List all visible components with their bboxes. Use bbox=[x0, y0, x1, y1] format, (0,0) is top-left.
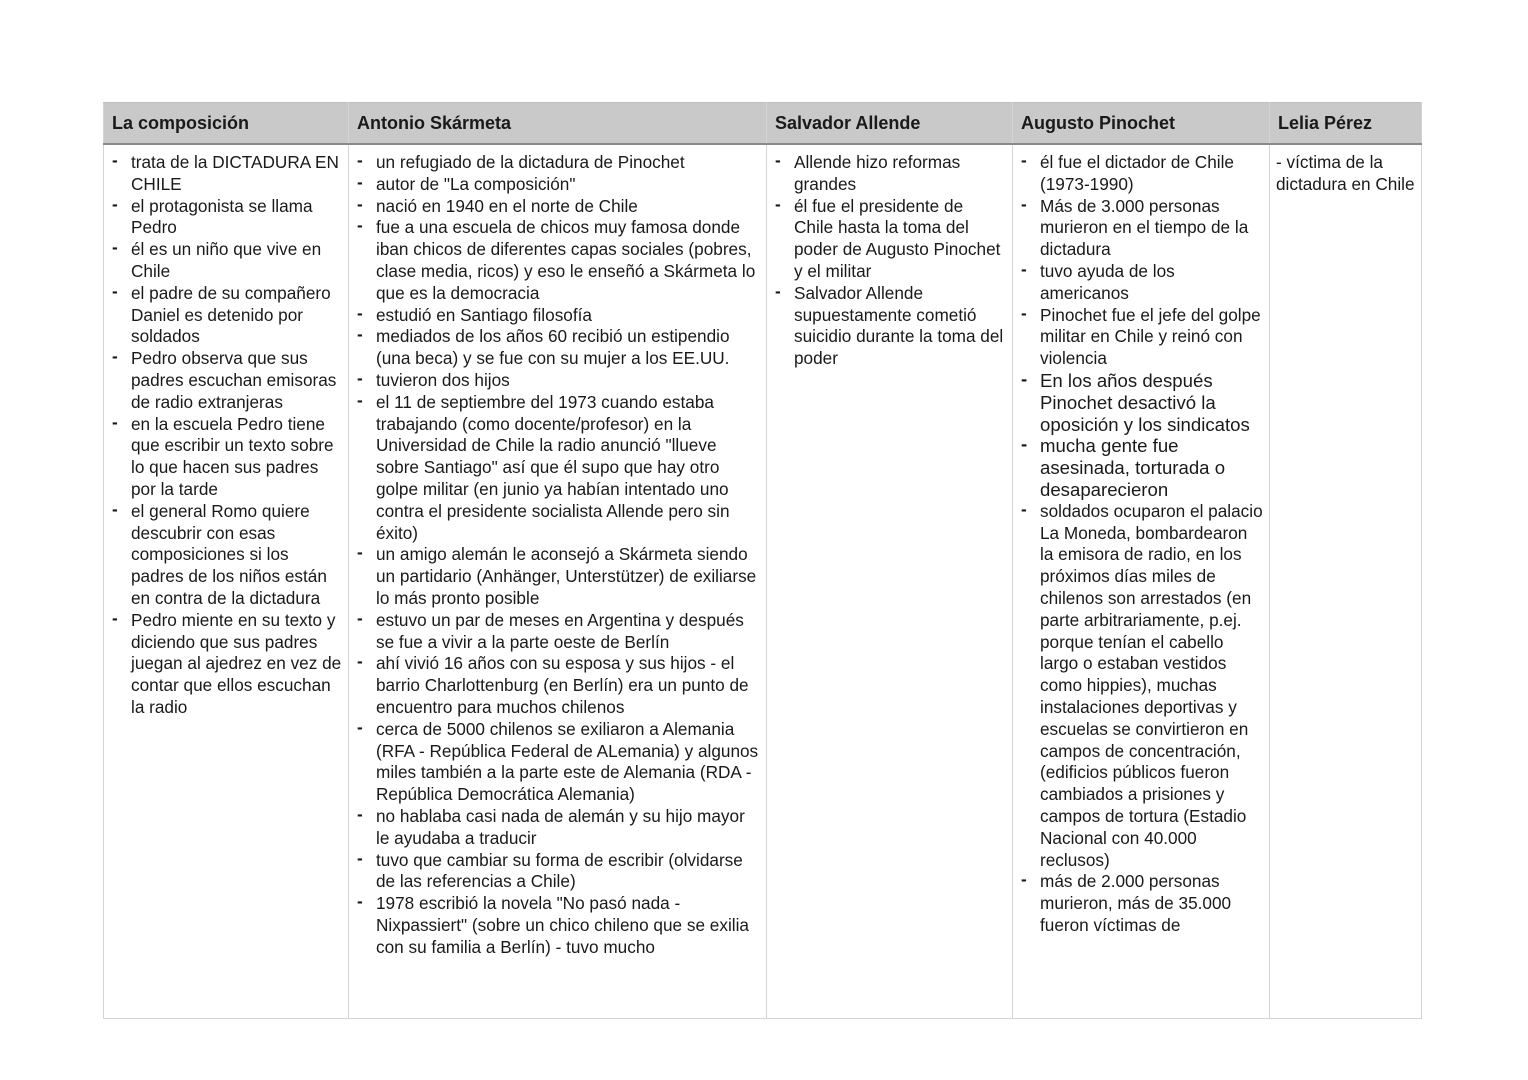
cell-lelia-perez bbox=[1270, 144, 1422, 1019]
list-item: - 1978 escribió la novela "No pasó nada - Nixpassiert" (sobre un chico chileno que se exilia con su familia a Berlín) - tuvo mucho bbox=[355, 893, 760, 958]
list-item: - tuvo que cambiar su forma de escribir (olvidarse de las referencias a Chile) bbox=[355, 850, 760, 894]
list-item: - fue a una escuela de chicos muy famosa donde iban chicos de diferentes capas sociales (pobres, clase media, ricos) y eso le enseñó a Skármeta lo que es la democracia bbox=[355, 217, 760, 304]
list-la-composicion bbox=[110, 152, 342, 719]
list-item: - él es un niño que vive en Chile bbox=[110, 239, 342, 283]
header-row bbox=[104, 103, 1422, 145]
list-item: - Pedro miente en su texto y diciendo que sus padres juegan al ajedrez en vez de contar que ellos escuchan la radio bbox=[110, 610, 342, 719]
header-salvador-allende: Salvador Allende bbox=[767, 103, 1013, 145]
list-item: - Pedro observa que sus padres escuchan emisoras de radio extranjeras bbox=[110, 348, 342, 413]
content-row bbox=[104, 144, 1422, 1019]
cell-antonio-skarmeta bbox=[349, 144, 767, 1019]
cell-la-composicion bbox=[104, 144, 349, 1019]
list-item: - nació en 1940 en el norte de Chile bbox=[355, 196, 760, 218]
list-item: - mediados de los años 60 recibió un estipendio (una beca) y se fue con su mujer a los EE.UU. bbox=[355, 326, 760, 370]
list-item: - un refugiado de la dictadura de Pinochet bbox=[355, 152, 760, 174]
list-item: - él fue el dictador de Chile (1973-1990) bbox=[1019, 152, 1263, 196]
list-item: - en la escuela Pedro tiene que escribir un texto sobre lo que hacen sus padres por la tarde bbox=[110, 414, 342, 501]
list-item: - Salvador Allende supuestamente cometió suicidio durante la toma del poder bbox=[773, 283, 1006, 370]
header-lelia-perez: Lelia Pérez bbox=[1270, 103, 1422, 145]
list-item: - Más de 3.000 personas murieron en el tiempo de la dictadura bbox=[1019, 196, 1263, 261]
list-item: - tuvieron dos hijos bbox=[355, 370, 760, 392]
list-item: - autor de "La composición" bbox=[355, 174, 760, 196]
list-item: - estuvo un par de meses en Argentina y después se fue a vivir a la parte oeste de Berlín bbox=[355, 610, 760, 654]
list-item: - Allende hizo reformas grandes bbox=[773, 152, 1006, 196]
list-item: - soldados ocuparon el palacio La Moneda, bombardearon la emisora de radio, en los próximos días miles de chilenos son arrestados (en parte arbitrariamente, p.ej. porque tenían el cabello largo o estaban vestidos como hippies), muchas instalaciones deportivas y escuelas se convirtieron en campos de concentración, (edificios públicos fueron cambiados a prisiones y campos de tortura (Estadio Nacional con 40.000 reclusos) bbox=[1019, 501, 1263, 872]
cell-augusto-pinochet bbox=[1013, 144, 1270, 1019]
list-item: - más de 2.000 personas murieron, más de 35.000 fueron víctimas de bbox=[1019, 871, 1263, 936]
list-item: - mucha gente fue asesinada, torturada o desaparecieron bbox=[1019, 435, 1263, 500]
list-item: - el protagonista se llama Pedro bbox=[110, 196, 342, 240]
list-item: - Pinochet fue el jefe del golpe militar en Chile y reinó con violencia bbox=[1019, 305, 1263, 370]
list-item: - no hablaba casi nada de alemán y su hijo mayor le ayudaba a traducir bbox=[355, 806, 760, 850]
list-item: - el padre de su compañero Daniel es detenido por soldados bbox=[110, 283, 342, 348]
list-salvador-allende bbox=[773, 152, 1006, 370]
list-item: - el 11 de septiembre del 1973 cuando estaba trabajando (como docente/profesor) en la Universidad de Chile la radio anunció "llueve sobre Santiago" así que él supo que hay otro golpe militar (en junio ya habían intentado uno contra el presidente socialista Allende pero sin éxito) bbox=[355, 392, 760, 545]
list-item: - un amigo alemán le aconsejó a Skármeta siendo un partidario (Anhänger, Unterstützer) de exiliarse lo más pronto posible bbox=[355, 544, 760, 609]
lelia-perez-text: - víctima de la dictadura en Chile bbox=[1276, 152, 1415, 194]
cell-salvador-allende bbox=[767, 144, 1013, 1019]
list-item: - trata de la DICTADURA EN CHILE bbox=[110, 152, 342, 196]
header-augusto-pinochet: Augusto Pinochet bbox=[1013, 103, 1270, 145]
header-la-composicion: La composición bbox=[104, 103, 349, 145]
list-augusto-pinochet bbox=[1019, 152, 1263, 937]
list-item: - estudió en Santiago filosofía bbox=[355, 305, 760, 327]
list-item: - él fue el presidente de Chile hasta la toma del poder de Augusto Pinochet y el militar bbox=[773, 196, 1006, 283]
list-item: - tuvo ayuda de los americanos bbox=[1019, 261, 1263, 305]
list-item: - ahí vivió 16 años con su esposa y sus hijos - el barrio Charlottenburg (en Berlín) era un punto de encuentro para muchos chilenos bbox=[355, 653, 760, 718]
list-item: - cerca de 5000 chilenos se exiliaron a Alemania (RFA - República Federal de ALemania) y algunos miles también a la parte este de Alemania (RDA - República Democrática Alemania) bbox=[355, 719, 760, 806]
list-antonio-skarmeta bbox=[355, 152, 760, 958]
notes-table bbox=[103, 102, 1422, 1019]
list-item: - el general Romo quiere descubrir con esas composiciones si los padres de los niños están en contra de la dictadura bbox=[110, 501, 342, 610]
list-item: - En los años después Pinochet desactivó la oposición y los sindicatos bbox=[1019, 370, 1263, 435]
header-antonio-skarmeta: Antonio Skármeta bbox=[349, 103, 767, 145]
